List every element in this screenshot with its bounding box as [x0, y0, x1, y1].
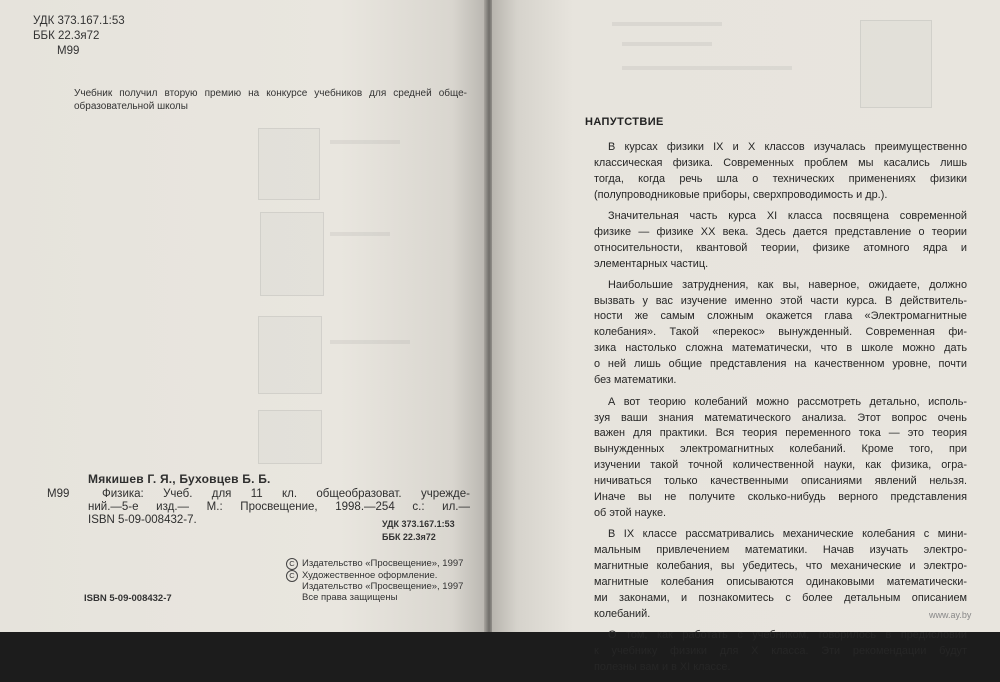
udk-code: УДК 373.167.1:53 [33, 15, 125, 27]
text-line: элементарных частиц. [594, 257, 709, 270]
text-line: об этой науке. [594, 506, 667, 519]
text-line: полезны вам и в XI классе. [594, 661, 731, 674]
copyright-icon: C [286, 558, 298, 570]
award-line: образовательной школы [74, 101, 188, 112]
text-line: Наибольшие затруднения, как вы, наверное, ожидаете, должно [608, 278, 967, 291]
text-line: зика настолько сложна математически, что в школе можно дать [594, 342, 967, 355]
author-mark: М99 [57, 45, 80, 57]
show-through-image [258, 316, 322, 394]
show-through-image [258, 410, 322, 464]
text-line: мальным привлечением математики. Начав изучать электро- [594, 544, 967, 557]
copyright-line: Издательство «Просвещение», 1997 [302, 581, 464, 592]
left-page [0, 0, 486, 632]
text-line: вызвать у вас изучение именно этой части курса. В действитель- [594, 294, 967, 307]
copyright-line: Художественное оформление. [302, 569, 438, 581]
paragraph [594, 140, 967, 203]
show-through-text [330, 232, 390, 236]
text-line: вынужденных электромагнитных колебаний. Кроме того, при [594, 443, 967, 456]
show-through-image [860, 20, 932, 108]
show-through-image [258, 128, 320, 200]
text-line: классическая физика. Современных проблем мы касались лишь [594, 156, 967, 169]
record-line: ISBN 5-09-008432-7. [88, 514, 197, 526]
copyright-icon: C [286, 570, 298, 582]
udk-small-block [382, 518, 455, 544]
udk-block [33, 14, 125, 59]
isbn: ISBN 5-09-008432-7 [84, 593, 172, 604]
text-line: относительности, квантовой теории, физике атомного ядра и [594, 242, 967, 255]
paragraph [594, 628, 967, 676]
text-line: (полупроводниковые приборы, сверхпроводимость и др.). [594, 188, 888, 201]
text-line: о ней лишь общие представления на качественном уровне, почти [594, 357, 967, 370]
text-line: В курсах физики IX и X классов изучалась преимущественно [608, 141, 967, 153]
text-line: магнитные колебания, вы убедитесь, что механические и электро- [594, 560, 967, 573]
paragraph [594, 527, 967, 622]
award-line: Учебник получил вторую премию на конкурсе учебников для средней обще- [74, 88, 467, 99]
text-line: тогда, когда речь шла о технических применениях физики [594, 172, 967, 185]
section-title: НАПУТСТВИЕ [585, 116, 664, 128]
copyright-line: Издательство «Просвещение», 1997 [302, 557, 464, 569]
text-line: Значительная часть курса XI класса посвящена современной [608, 210, 967, 223]
show-through-text [612, 22, 722, 26]
text-line: В IX классе рассматривались механические колебания с мини- [608, 528, 967, 541]
text-line: ми законами, и познакомитесь с более детальным описанием [594, 591, 967, 604]
bibliographic-record: Мякишев Г. Я., Буховцев Б. Б. М99 Физика: Учеб. для 11 кл. общеобразоват. учрежде- ний.—5-е изд.— М.: Просвещение, 1998.—254 с.: ил.— ISBN 5-09-008432-7. [47, 472, 470, 526]
udk-code-small: УДК 373.167.1:53 [382, 519, 455, 529]
paragraph [594, 209, 967, 272]
bbk-code: ББК 22.3я72 [33, 30, 100, 42]
show-through-image [260, 212, 324, 296]
watermark: www.ay.by [929, 610, 972, 620]
show-through-text [330, 140, 400, 144]
text-line: А вот теорию колебаний можно рассмотреть детально, исполь- [608, 395, 967, 408]
authors: Мякишев Г. Я., Буховцев Б. Б. [88, 472, 271, 486]
copyright-line: Все права защищены [302, 591, 398, 603]
text-line: зуя ваши знания математического анализа. Этот вопрос очень [594, 411, 967, 424]
text-line: важен для практики. Вся теория переменного тока — это теория [594, 427, 967, 440]
paragraph [594, 278, 967, 389]
text-line: Иначе вы не получите сколько-нибудь верного представления [594, 490, 967, 503]
text-line: физике — физике XX века. Здесь дается представление о теории [594, 226, 967, 239]
text-line: колебаний. [594, 607, 651, 620]
record-line: Физика: Учеб. для 11 кл. общеобразоват. учрежде- [102, 488, 470, 500]
text-line: ничиваться только качественными описаниями явлений нельзя. [594, 474, 967, 487]
bbk-code-small: ББК 22.3я72 [382, 532, 436, 542]
right-page [492, 0, 1000, 674]
text-line: магнитные колебания описываются одинаковыми математически- [594, 575, 967, 588]
text-line: без математики. [594, 373, 677, 386]
body-text [594, 140, 967, 682]
text-line: ности же самым сложным окажется глава «Электромагнитные [594, 310, 967, 323]
record-line: ний.—5-е изд.— М.: Просвещение, 1998.—254 с.: ил.— [88, 501, 470, 513]
text-line: к учебнику физики для X класса. Эти рекомендации будут [594, 645, 967, 658]
copyright-block [286, 558, 463, 603]
show-through-text [622, 66, 792, 70]
award-note [74, 87, 467, 113]
show-through-text [330, 340, 410, 344]
paragraph [594, 395, 967, 522]
text-line: О том, как работать с учебником, говорилось в предисловии [608, 629, 967, 642]
show-through-text [622, 42, 712, 46]
text-line: колебания». Такой «перекос» вынужденный. Современная фи- [594, 326, 967, 339]
text-line: изучении такой точной количественной науки, как физика, огра- [594, 459, 967, 472]
